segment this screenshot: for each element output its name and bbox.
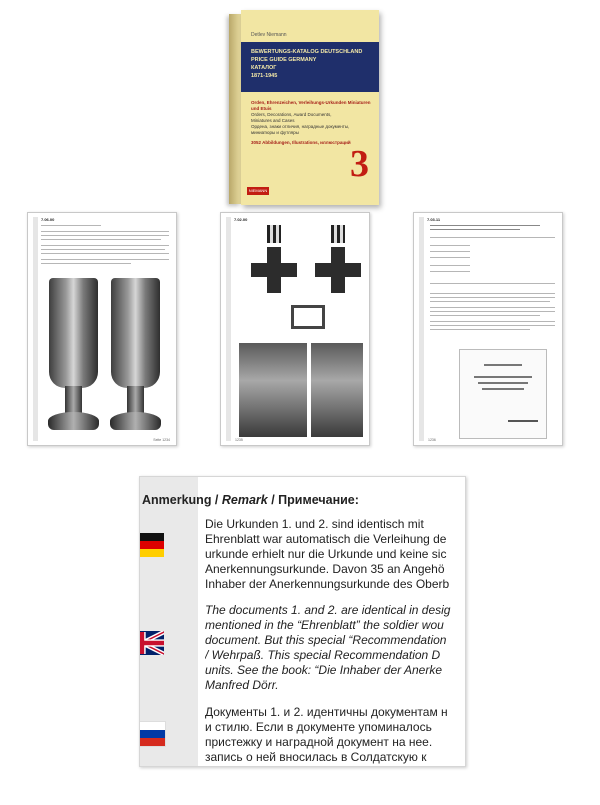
book-front — [241, 10, 379, 205]
text-line: Документы 1. и 2. идентичны документам н — [205, 705, 448, 719]
text-line — [41, 225, 101, 226]
text-line: urkunde erhielt nur die Urkunde und keine sic — [205, 547, 447, 561]
text-line: Manfred Dörr. — [205, 678, 279, 692]
uk-flag-icon — [139, 631, 164, 655]
text-line — [430, 293, 555, 294]
text-line — [430, 283, 555, 284]
remark-text-russian — [205, 705, 466, 765]
text-line — [41, 239, 161, 240]
text-line — [41, 231, 169, 232]
text-line — [430, 251, 470, 252]
book-subtitle-red: Orden, Ehrenzeichen, Verleihungs-Urkunden Miniaturen und Etuis — [251, 100, 371, 111]
book-title-band — [241, 42, 379, 92]
german-flag-icon — [139, 533, 164, 557]
ribbon-icon — [331, 225, 345, 243]
iron-cross-icon — [315, 247, 361, 293]
text-line: Ehrenblatt war automatisch die Verleihung de — [205, 532, 447, 546]
text-line — [430, 315, 540, 316]
text-line: запись о ней вносилась в Солдатскую к — [205, 750, 427, 764]
soldier-photo — [311, 343, 363, 437]
text-line: / Wehrpaß. This special Recommendation D — [205, 648, 441, 662]
book-subtitle — [251, 100, 375, 136]
text-line: mentioned in the “Ehrenblatt” the soldier wou — [205, 618, 444, 632]
title-separator: / — [211, 493, 222, 507]
page-number: Seite 1234 — [153, 438, 170, 442]
book-cover[interactable] — [229, 10, 379, 205]
text-line — [430, 271, 470, 272]
text-line — [430, 237, 555, 238]
remark-title-en: Remark — [221, 493, 268, 507]
book-title-line: 1871-1945 — [251, 73, 278, 79]
book-subtitle-line: миниатюры и футляры — [251, 130, 299, 135]
text-line — [41, 249, 165, 250]
text-line — [430, 297, 555, 298]
russian-flag-icon — [139, 721, 166, 747]
text-line — [430, 307, 555, 308]
book-subtitle-line: Ордена, знаки отличия, наградные документы, — [251, 124, 350, 129]
silver-vase-image — [108, 278, 163, 438]
text-line: document. But this special “Recommendation — [205, 633, 447, 647]
page-code: 7.06.00 — [41, 217, 55, 222]
page-code: 7.03.11 — [427, 217, 441, 222]
text-line: units. See the book: “Die Inhaber der Anerke — [205, 663, 443, 677]
text-line: Inhaber der Anerkennungsurkunde des Oberb — [205, 577, 450, 591]
silver-vase-image — [46, 278, 101, 438]
text-line — [430, 245, 470, 246]
publisher-logo: NIEMANN — [248, 188, 268, 193]
text-line — [430, 321, 555, 322]
book-title-line: BEWERTUNGS-KATALOG DEUTSCHLAND — [251, 49, 363, 55]
book-spine — [229, 14, 241, 204]
book-illustration-count: 3052 Abbildungen, Illustrations, иллюстраций — [251, 140, 351, 145]
text-line — [430, 329, 530, 330]
page-thumbnail-vases[interactable] — [27, 212, 177, 446]
text-line — [430, 257, 470, 258]
text-line — [430, 311, 555, 312]
remark-panel — [139, 476, 466, 767]
text-line — [430, 229, 520, 230]
text-line — [41, 263, 131, 264]
text-line — [430, 325, 555, 326]
award-document-image — [459, 349, 547, 439]
page-code: 7.02.00 — [234, 217, 248, 222]
remark-text-english — [205, 603, 466, 693]
text-line — [41, 259, 169, 260]
page-number: 1235 — [235, 438, 243, 442]
text-line: пристежку и наградной документ на нее. — [205, 735, 433, 749]
text-line: Anerkennungsurkunde. Davon 35 an Angehö — [205, 562, 445, 576]
text-line — [430, 265, 470, 266]
page-number: 1236 — [428, 438, 436, 442]
text-line: и стилю. Если в документе упоминалось — [205, 720, 432, 734]
text-line: Die Urkunden 1. und 2. sind identisch mit — [205, 517, 424, 531]
remark-heading — [142, 493, 359, 507]
page-thumbnail-document[interactable] — [413, 212, 563, 446]
remark-text-german — [205, 517, 466, 592]
text-line — [41, 235, 169, 236]
book-volume-number: 3 — [350, 143, 369, 185]
remark-title-ru: Примечание: — [278, 493, 359, 507]
text-line — [41, 245, 169, 246]
text-line — [41, 253, 169, 254]
page-margin-bar — [33, 217, 38, 441]
clasp-icon — [291, 305, 325, 329]
ribbon-icon — [267, 225, 281, 243]
portrait-photo — [239, 343, 307, 437]
page-margin-bar — [419, 217, 424, 441]
page-thumbnail-crosses[interactable] — [220, 212, 370, 446]
remark-title-de: Anmerkung — [142, 493, 212, 507]
book-subtitle-line: Miniatures and Cases — [251, 118, 295, 123]
text-line — [430, 225, 540, 226]
iron-cross-icon — [251, 247, 297, 293]
text-line — [430, 301, 550, 302]
book-subtitle-line: Orders, Decorations, Award Documents, — [251, 112, 332, 117]
page-margin-bar — [226, 217, 231, 441]
title-separator: / — [267, 493, 279, 507]
book-author: Detlev Niemann — [251, 32, 287, 38]
book-title-line: PRICE GUIDE GERMANY — [251, 57, 317, 63]
text-line: The documents 1. and 2. are identical in desig — [205, 603, 451, 617]
book-title-line: КАТАЛОГ — [251, 65, 277, 71]
